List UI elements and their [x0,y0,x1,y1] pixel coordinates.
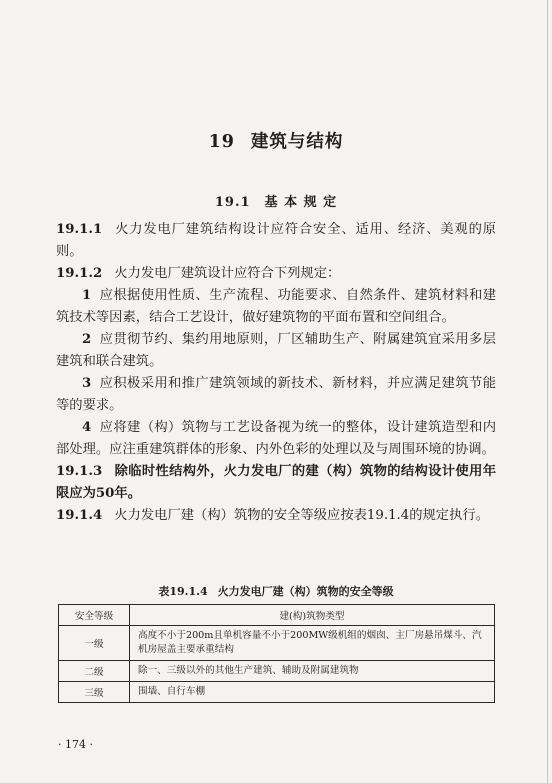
type-cell: 围墙、自行车棚 [130,682,495,703]
safety-grade-table [58,604,495,703]
grade-cell: 一级 [59,626,130,661]
clause-number: 19.1.3 [56,464,103,479]
type-cell: 高度不小于200m且单机容量不小于200MW级机组的烟囱、主厂房悬吊煤斗、汽机房屋盖主要承重结构 [130,626,495,661]
chapter-number: 19 [208,132,235,152]
page-edge [547,0,548,783]
clause-item [56,373,496,417]
clause-text: 除临时性结构外，火力发电厂的建（构）筑物的结构设计使用年限应为50年。 [56,464,496,501]
item-text: 应将建（构）筑物与工艺设备视为统一的整体，设计建筑造型和内部处理。应注重建筑群体的形象、内外色彩的处理以及与周围环境的协调。 [56,420,496,457]
grade-cell: 二级 [59,661,130,682]
item-number: 2 [82,332,92,347]
clause-19-1-3 [56,461,496,505]
item-text: 应根据使用性质、生产流程、功能要求、自然条件、建筑材料和建筑技术等因素，结合工艺设计，做好建筑物的平面布置和空间组合。 [56,288,496,325]
item-number: 3 [82,376,92,391]
clause-19-1-4 [56,505,496,527]
item-number: 4 [82,420,92,435]
section-number: 19.1 [214,195,251,210]
table-row [59,682,495,703]
table-header-cell: 建(构)筑物类型 [130,605,495,626]
table-row [59,626,495,661]
clause-19-1-2 [56,263,496,285]
clause-item [56,417,496,461]
table-row [59,661,495,682]
clause-item [56,285,496,329]
grade-cell: 三级 [59,682,130,703]
type-cell: 除一、三级以外的其他生产建筑、辅助及附属建筑物 [130,661,495,682]
table-header-cell: 安全等级 [59,605,130,626]
item-number: 1 [82,288,92,303]
clause-19-1-1 [56,219,496,263]
body-text [56,219,496,527]
chapter-title [0,128,552,153]
section-title [0,191,552,210]
clause-number: 19.1.4 [56,508,103,523]
section-name: 基 本 规 定 [264,195,338,210]
table-number: 表19.1.4 [158,585,208,598]
table-title: 火力发电厂建（构）筑物的安全等级 [217,585,394,598]
chapter-name: 建筑与结构 [250,132,344,152]
table-caption [0,583,552,599]
clause-text: 火力发电厂建筑设计应符合下列规定： [114,266,341,281]
item-text: 应积极采用和推广建筑领域的新技术、新材料，并应满足建筑节能等的要求。 [56,376,496,413]
clause-number: 19.1.2 [56,266,103,281]
table-header-row [59,605,495,626]
clause-text: 火力发电厂建（构）筑物的安全等级应按表19.1.4的规定执行。 [114,508,489,523]
item-text: 应贯彻节约、集约用地原则，厂区辅助生产、附属建筑宜采用多层建筑和联合建筑。 [56,332,496,369]
clause-item [56,329,496,373]
clause-text: 火力发电厂建筑结构设计应符合安全、适用、经济、美观的原则。 [56,222,496,259]
page-number: · 174 · [58,738,93,751]
clause-number: 19.1.1 [56,222,103,237]
